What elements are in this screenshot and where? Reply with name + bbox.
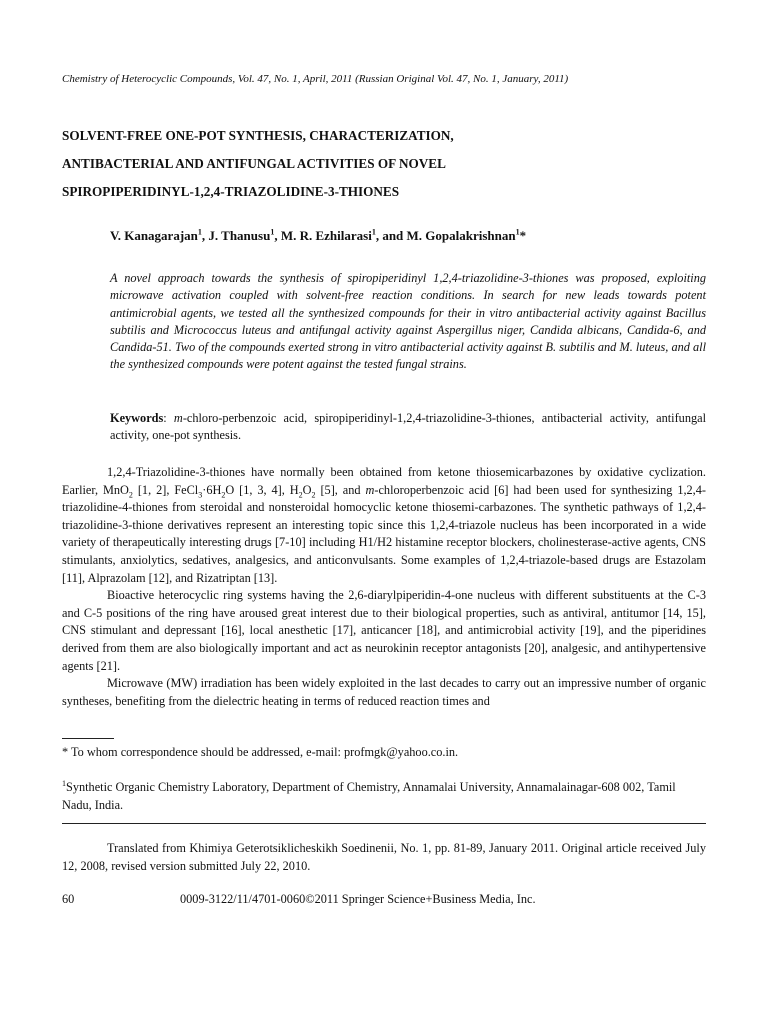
author-separator: ,	[274, 228, 281, 243]
copyright-line: 0009-3122/11/4701-0060©2011 Springer Science+Business Media, Inc.	[180, 892, 536, 906]
body-paragraph-1: 1,2,4-Triazolidine-3-thiones have normally been obtained from ketone thiosemicarbazones by oxidative cyclization. Earlier, MnO$_2$ [1, 2], $FeCl_3\cdot 6H_2O$ [1, 3, 4], $H_2O_2$ [5], and m-chloroperbenzoic acid [6] had been used for synthesizing 1,2,4-triazolidine-4-thiones from steroidal and nonsteroidal homocyclic ketone thiosemi-carbazones. The synthetic pathways of 1,2,4-triazolidine-3-thione derivatives represent an interesting topic since this 1,2,4-triazole nucleus has been incorporated in a wide variety of therapeutically interesting drugs [7-10] including H1/H2 histamine receptor blockers, cholinesterase-active agents, CNS stimulants, anxiolytics, sedatives, analgesics, and anticonvulsants. Some examples of 1,2,4-triazole-based drugs are Estazolam [11], Alprazolam [12], and Rizatriptan [13].	[62, 465, 707, 585]
page-number: 60	[62, 892, 75, 906]
body-paragraph-3: Microwave (MW) irradiation has been widely exploited in the last decades to carry out an impressive number of organic syntheses, benefiting from the dielectric heating in terms of reduced reaction times and	[62, 676, 706, 708]
journal-citation: Chemistry of Heterocyclic Compounds, Vol. 47, No. 1, April, 2011 (Russian Original Vol. 47, No. 1, January, 2011)	[62, 73, 569, 85]
author-separator: ,	[201, 228, 209, 243]
affiliation-footnote	[62, 779, 706, 814]
author-list	[110, 228, 710, 244]
body-paragraph-2: Bioactive heterocyclic ring systems having the 2,6-diarylpiperidin-4-one nucleus with different substituents at the C-3 and C-5 positions of the ring have aroused great interest due to their biological properties, such as antiviral, antitumor [14, 15], CNS stimulant and depressant [16], local anesthetic [17], anticancer [18], and antimicrobial activity [19], and the piperidines derived from them are also biologically important and act as neurokinin receptor antagonists [20], analgesic, and antihypertensive agents [21].	[62, 588, 706, 673]
keywords-label: Keywords	[110, 411, 164, 425]
translation-note: Translated from Khimiya Geterotsiklicheskikh Soedinenii, No. 1, pp. 81-89, January 2011. Original article received July 12, 2008, revised version submitted July 22, 2010.	[62, 841, 706, 873]
footer-divider	[62, 823, 706, 824]
author-affiliation-mark: 1	[371, 227, 376, 237]
affiliation-mark: 1	[62, 778, 66, 788]
keywords-prefix: m	[173, 411, 183, 425]
author-name: J. Thanusu	[208, 228, 271, 243]
author-separator: *	[519, 228, 527, 243]
author-affiliation-mark: 1	[197, 227, 202, 237]
title-line-2: ANTIBACTERIAL AND ANTIFUNGAL ACTIVITIES OF NOVEL	[62, 156, 446, 171]
author-name: V. Kanagarajan	[110, 228, 198, 243]
author-separator: , and	[375, 228, 407, 243]
affiliation-text: Synthetic Organic Chemistry Laboratory, Department of Chemistry, Annamalai University, Annamalainagar-608 002, Tamil Nadu, India.	[62, 780, 676, 812]
paper-title	[62, 122, 722, 206]
title-line-1: SOLVENT-FREE ONE-POT SYNTHESIS, CHARACTERIZATION,	[62, 128, 454, 143]
keywords: Keywords: m-chloro-perbenzoic acid, spiropiperidinyl-1,2,4-triazolidine-3-thiones, antibacterial activity, antifungal activity, one-pot synthesis.	[110, 411, 706, 443]
author-name: M. Gopalakrishnan	[406, 228, 516, 243]
author-affiliation-mark: 1	[270, 227, 275, 237]
keywords-text: -chloro-perbenzoic acid, spiropiperidinyl-1,2,4-triazolidine-3-thiones, antibacterial activity, antifungal activity, one-pot synthesis.	[110, 411, 706, 443]
title-line-3: SPIROPIPERIDINYL-1,2,4-TRIAZOLIDINE-3-THIONES	[62, 184, 400, 199]
footnote-rule	[62, 738, 114, 739]
body-text	[62, 464, 706, 710]
abstract: A novel approach towards the synthesis of spiropiperidinyl 1,2,4-triazolidine-3-thiones was proposed, exploiting microwave activation coupled with solvent-free reaction conditions. In search for new leads towards potent antimicrobial agents, we tested all the synthesized compounds for their in vitro antibacterial activity against Bacillus subtilis and Micrococcus luteus and antifungal activity against Aspergillus niger, Candida albicans, Candida-6, and Candida-51. Two of the compounds exerted strong in vitro antibacterial activity against B. subtilis and M. luteus, and all the synthesized compounds were potent against the tested fungal strains.	[110, 271, 706, 372]
author-affiliation-mark: 1	[515, 227, 520, 237]
author-name: M. R. Ezhilarasi	[280, 228, 372, 243]
correspondence-footnote: * To whom correspondence should be addressed, e-mail: profmgk@yahoo.co.in.	[62, 745, 459, 759]
